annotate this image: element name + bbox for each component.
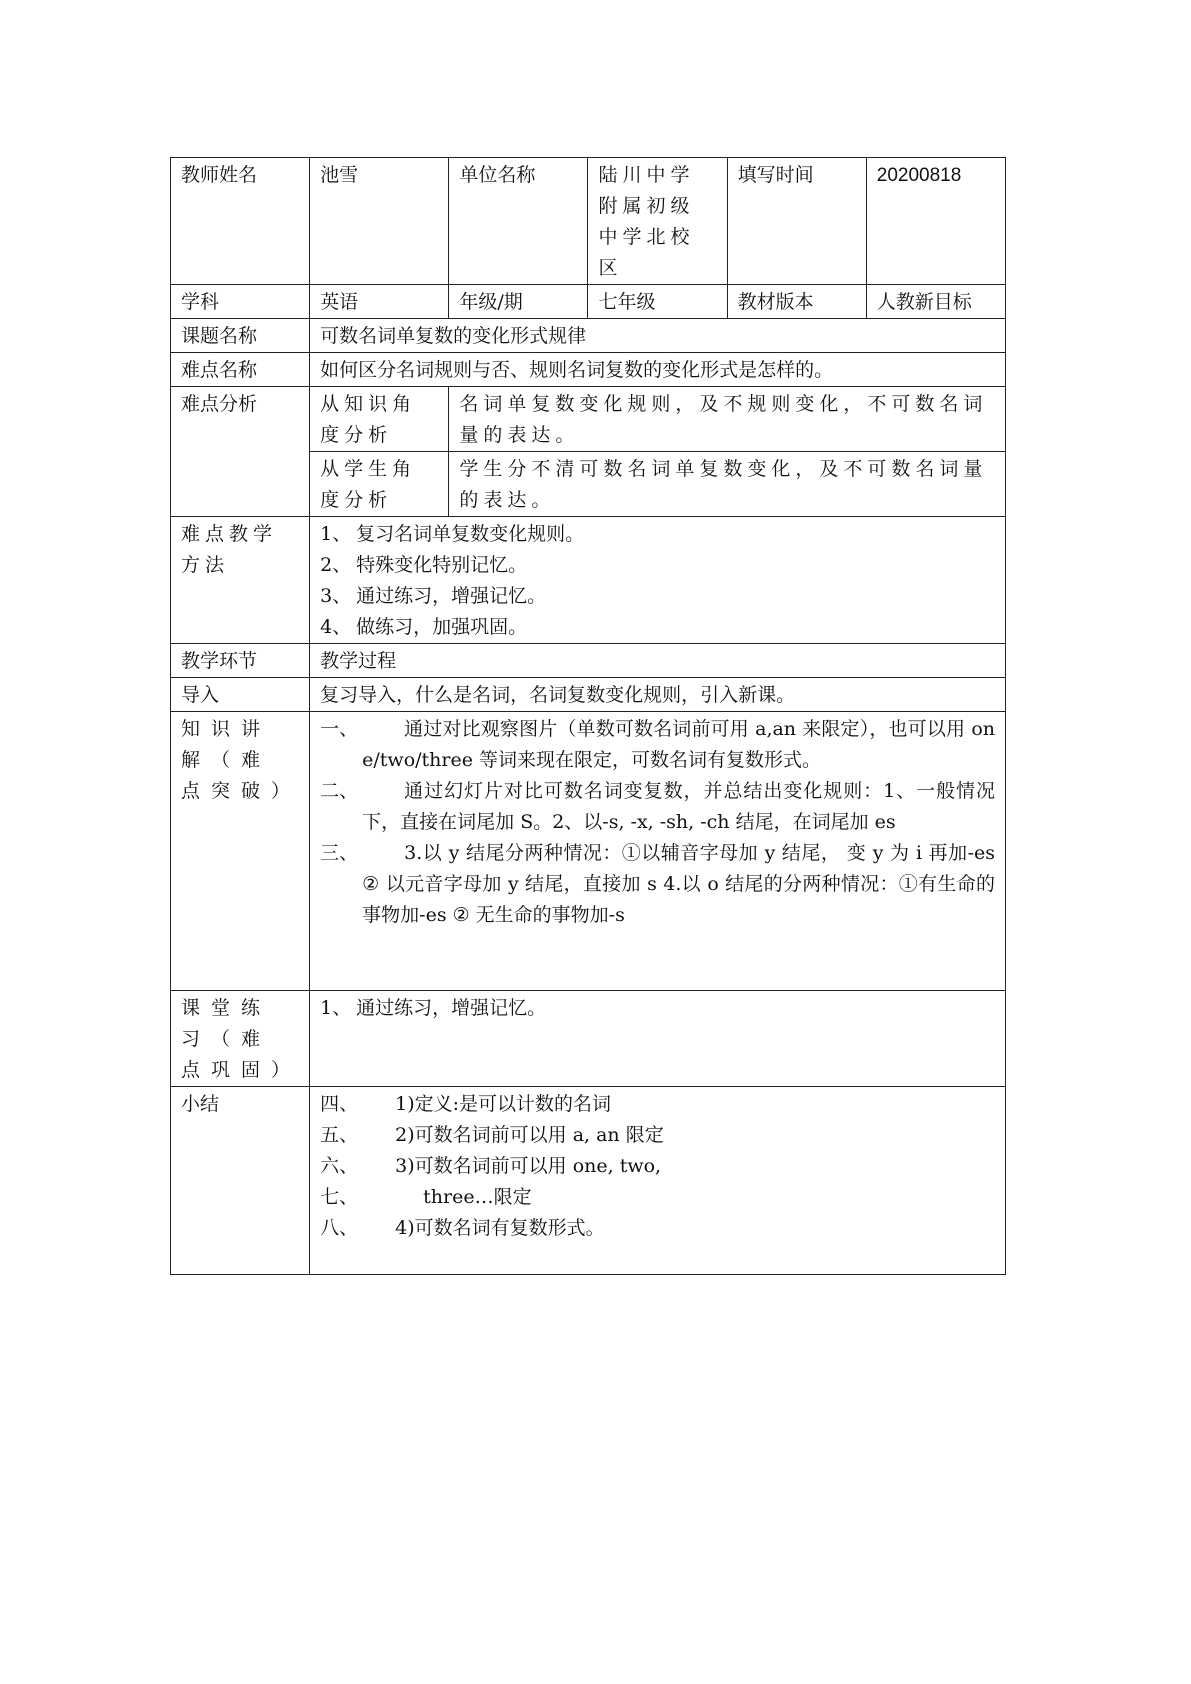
info-row-1 — [171, 158, 1006, 285]
list-item: 七、 three…限定 — [320, 1186, 532, 1208]
summary-list — [320, 1089, 995, 1244]
topic-row — [171, 319, 1006, 353]
topic-value: 可数名词单复数的变化形式规律 — [310, 319, 1006, 353]
difficulty-value: 如何区分名词规则与否、规则名词复数的变化形式是怎样的。 — [310, 353, 1006, 387]
knowledge-row — [171, 712, 1006, 991]
info-row-2 — [171, 285, 1006, 319]
list-marker: 三、 — [320, 842, 359, 864]
practice-list — [320, 993, 995, 1024]
list-item: 六、 3)可数名词前可以用 one, two, — [320, 1155, 662, 1177]
knowledge-content — [310, 712, 1006, 991]
practice-row — [171, 991, 1006, 1087]
knowledge-label: 知识讲解（难点突破） — [171, 712, 310, 991]
edition-label: 教材版本 — [727, 285, 866, 319]
practice-content — [310, 991, 1006, 1087]
teacher-value: 池雪 — [310, 158, 449, 285]
method-label: 难点教学方法 — [171, 517, 310, 644]
list-item: 五、 2)可数名词前可以用 a, an 限定 — [320, 1124, 664, 1146]
knowledge-list — [320, 714, 995, 931]
grade-value: 七年级 — [588, 285, 727, 319]
list-text: 通过对比观察图片（单数可数名词前可用 a,an 来限定），也可以用 one/two/three 等词来现在限定，可数名词有复数形式。 — [362, 718, 995, 771]
list-item: 四、 1)定义:是可以计数的名词 — [320, 1093, 612, 1115]
edition-value: 人教新目标 — [866, 285, 1005, 319]
intro-value: 复习导入，什么是名词，名词复数变化规则，引入新课。 — [310, 678, 1006, 712]
date-value: 20200818 — [866, 158, 1005, 285]
list-marker: 一、 — [320, 718, 359, 740]
topic-label: 课题名称 — [171, 319, 310, 353]
list-item: 3、 通过练习，增强记忆。 — [320, 585, 547, 607]
summary-content — [310, 1087, 1006, 1275]
list-item: 八、 4)可数名词有复数形式。 — [320, 1217, 605, 1239]
list-item — [320, 714, 995, 776]
list-item: 1、 复习名词单复数变化规则。 — [320, 523, 585, 545]
difficulty-label: 难点名称 — [171, 353, 310, 387]
intro-label: 导入 — [171, 678, 310, 712]
date-label: 填写时间 — [727, 158, 866, 285]
process-header-value: 教学过程 — [310, 644, 1006, 678]
method-list — [320, 519, 995, 643]
lesson-plan-table — [170, 157, 1006, 1275]
method-row — [171, 517, 1006, 644]
intro-row — [171, 678, 1006, 712]
analysis-row-knowledge — [171, 387, 1006, 452]
teacher-label: 教师姓名 — [171, 158, 310, 285]
list-item: 4、 做练习，加强巩固。 — [320, 616, 528, 638]
list-marker: 二、 — [320, 780, 359, 802]
list-item — [320, 838, 995, 931]
grade-label: 年级/期 — [449, 285, 588, 319]
difficulty-row — [171, 353, 1006, 387]
summary-row — [171, 1087, 1006, 1275]
knowledge-angle-value: 名词单复数变化规则，及不规则变化，不可数名词量的表达。 — [449, 387, 1006, 452]
unit-label: 单位名称 — [449, 158, 588, 285]
method-content — [310, 517, 1006, 644]
list-item: 2、 特殊变化特别记忆。 — [320, 554, 528, 576]
analysis-label: 难点分析 — [171, 387, 310, 517]
list-text: 3.以 y 结尾分两种情况：①以辅音字母加 y 结尾， 变 y 为 i 再加-es② 以元音字母加 y 结尾，直接加 s 4.以 o 结尾的分两种情况：①有生命的事物加-es ② 无生命的事物加-s — [362, 842, 995, 926]
student-angle-value: 学生分不清可数名词单复数变化，及不可数名词量的表达。 — [449, 452, 1006, 517]
student-angle-label: 从学生角度分析 — [310, 452, 449, 517]
summary-label: 小结 — [171, 1087, 310, 1275]
subject-value: 英语 — [310, 285, 449, 319]
unit-value: 陆川中学附属初级中学北校区 — [588, 158, 727, 285]
practice-label: 课堂练习（难点巩固） — [171, 991, 310, 1087]
list-item: 1、 通过练习，增强记忆。 — [320, 997, 547, 1019]
list-item — [320, 776, 995, 838]
process-step-label: 教学环节 — [171, 644, 310, 678]
process-header-row — [171, 644, 1006, 678]
list-text: 通过幻灯片对比可数名词变复数，并总结出变化规则：1、一般情况下，直接在词尾加 S。2、以-s, -x, -sh, -ch 结尾，在词尾加 es — [362, 780, 995, 833]
knowledge-angle-label: 从知识角度分析 — [310, 387, 449, 452]
subject-label: 学科 — [171, 285, 310, 319]
